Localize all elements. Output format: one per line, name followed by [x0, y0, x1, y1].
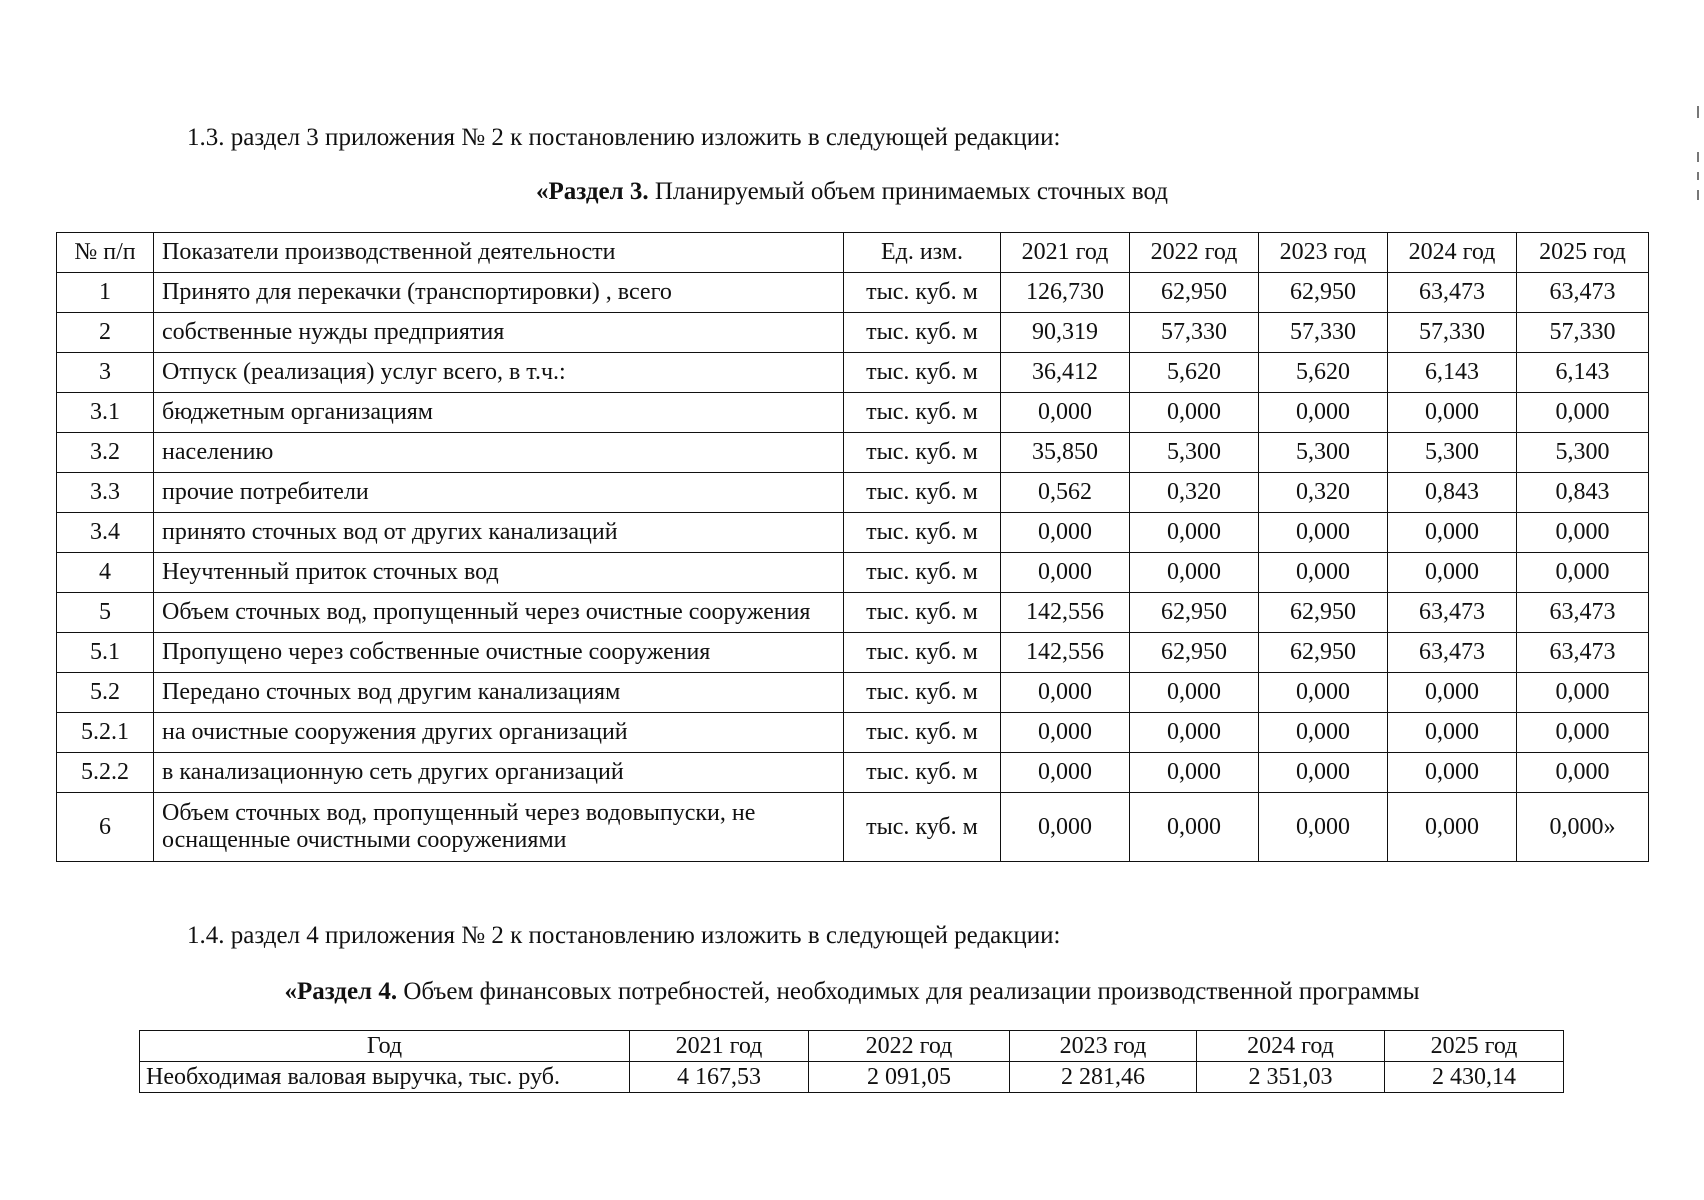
section-4-title-bold: «Раздел 4. [284, 978, 398, 1005]
row-number: 1 [57, 273, 154, 313]
row-value-2025: 0,843 [1517, 473, 1649, 513]
row-value-2024: 6,143 [1388, 353, 1517, 393]
row-value-2022: 0,320 [1130, 473, 1259, 513]
row-unit: тыс. куб. м [844, 713, 1001, 753]
row-value-2021: 142,556 [1001, 593, 1130, 633]
row-indicator: принято сточных вод от других канализаций [154, 513, 844, 553]
row-value-2024: 0,000 [1388, 513, 1517, 553]
row-unit: тыс. куб. м [844, 593, 1001, 633]
row-value-2025: 0,000 [1517, 553, 1649, 593]
table-row [57, 793, 1649, 862]
row-value-2021: 142,556 [1001, 633, 1130, 673]
section-4-value-2024: 2 351,03 [1197, 1062, 1385, 1093]
table-row [57, 393, 1649, 433]
row-value-2023: 57,330 [1259, 313, 1388, 353]
row-unit: тыс. куб. м [844, 473, 1001, 513]
row-value-2023: 62,950 [1259, 593, 1388, 633]
row-unit: тыс. куб. м [844, 673, 1001, 713]
row-indicator: Объем сточных вод, пропущенный через водовыпуски, не оснащенные очистными сооружениями [154, 793, 844, 862]
row-value-2022: 5,300 [1130, 433, 1259, 473]
section-4-header-year: Год [140, 1031, 630, 1062]
row-value-2025: 5,300 [1517, 433, 1649, 473]
row-indicator: Принято для перекачки (транспортировки) , всего [154, 273, 844, 313]
row-value-2023: 62,950 [1259, 273, 1388, 313]
row-value-2024: 0,000 [1388, 793, 1517, 862]
row-value-2023: 5,300 [1259, 433, 1388, 473]
scan-mark [1697, 190, 1699, 200]
table-row [57, 553, 1649, 593]
row-value-2021: 126,730 [1001, 273, 1130, 313]
row-number: 5.2 [57, 673, 154, 713]
row-indicator: Неучтенный приток сточных вод [154, 553, 844, 593]
row-value-2022: 57,330 [1130, 313, 1259, 353]
row-number: 3.4 [57, 513, 154, 553]
row-value-2024: 5,300 [1388, 433, 1517, 473]
row-value-2022: 0,000 [1130, 393, 1259, 433]
row-number: 2 [57, 313, 154, 353]
section-4-header-2022: 2022 год [809, 1031, 1010, 1062]
section-3-title [0, 178, 1704, 206]
header-2025: 2025 год [1517, 233, 1649, 273]
table-row [57, 673, 1649, 713]
section-3-title-bold: «Раздел 3. [535, 178, 649, 205]
scan-mark [1697, 172, 1699, 180]
row-value-2023: 0,000 [1259, 513, 1388, 553]
row-value-2025: 63,473 [1517, 593, 1649, 633]
section-3-table [56, 232, 1649, 862]
row-value-2023: 0,000 [1259, 713, 1388, 753]
row-value-2022: 0,000 [1130, 713, 1259, 753]
table-row [57, 713, 1649, 753]
section-3-title-rest: Планируемый объем принимаемых сточных вод [648, 178, 1169, 205]
row-value-2024: 0,000 [1388, 673, 1517, 713]
table-row [57, 633, 1649, 673]
row-unit: тыс. куб. м [844, 553, 1001, 593]
header-num: № п/п [57, 233, 154, 273]
row-value-2022: 0,000 [1130, 513, 1259, 553]
scan-mark [1697, 152, 1699, 162]
row-value-2023: 0,320 [1259, 473, 1388, 513]
row-value-2021: 0,000 [1001, 793, 1130, 862]
row-unit: тыс. куб. м [844, 633, 1001, 673]
row-value-2024: 63,473 [1388, 593, 1517, 633]
row-number: 5.2.2 [57, 753, 154, 793]
section-4-table [139, 1030, 1564, 1093]
row-number: 3 [57, 353, 154, 393]
scan-mark [1697, 106, 1699, 118]
section-3-header-row [57, 233, 1649, 273]
row-indicator: населению [154, 433, 844, 473]
row-value-2022: 0,000 [1130, 793, 1259, 862]
section-4-value-2023: 2 281,46 [1010, 1062, 1197, 1093]
row-value-2025: 0,000 [1517, 753, 1649, 793]
row-value-2024: 0,000 [1388, 393, 1517, 433]
row-value-2023: 0,000 [1259, 753, 1388, 793]
table-row [57, 593, 1649, 633]
row-unit: тыс. куб. м [844, 393, 1001, 433]
row-number: 4 [57, 553, 154, 593]
row-number: 5.2.1 [57, 713, 154, 753]
table-row [57, 513, 1649, 553]
row-indicator: Отпуск (реализация) услуг всего, в т.ч.: [154, 353, 844, 393]
row-unit: тыс. куб. м [844, 313, 1001, 353]
table-row [57, 353, 1649, 393]
row-number: 6 [57, 793, 154, 862]
row-value-2021: 0,000 [1001, 713, 1130, 753]
row-value-2024: 57,330 [1388, 313, 1517, 353]
row-value-2022: 62,950 [1130, 273, 1259, 313]
row-value-2025: 0,000 [1517, 393, 1649, 433]
row-value-2025: 0,000 [1517, 673, 1649, 713]
table-row [57, 313, 1649, 353]
row-indicator: в канализационную сеть других организаций [154, 753, 844, 793]
section-4-title-rest: Объем финансовых потребностей, необходимых для реализации производственной программы [397, 978, 1420, 1005]
row-value-2024: 63,473 [1388, 273, 1517, 313]
row-unit: тыс. куб. м [844, 513, 1001, 553]
row-value-2021: 36,412 [1001, 353, 1130, 393]
section-4-header-2025: 2025 год [1385, 1031, 1564, 1062]
row-indicator: собственные нужды предприятия [154, 313, 844, 353]
section-4-header-2021: 2021 год [630, 1031, 809, 1062]
paragraph-1-3: 1.3. раздел 3 приложения № 2 к постановлению изложить в следующей редакции: [187, 124, 1061, 151]
row-unit: тыс. куб. м [844, 793, 1001, 862]
section-4-value-2025: 2 430,14 [1385, 1062, 1564, 1093]
row-number: 3.3 [57, 473, 154, 513]
row-value-2025: 63,473 [1517, 273, 1649, 313]
row-value-2021: 0,000 [1001, 393, 1130, 433]
row-indicator: Пропущено через собственные очистные сооружения [154, 633, 844, 673]
section-4-header-2024: 2024 год [1197, 1031, 1385, 1062]
row-value-2022: 62,950 [1130, 593, 1259, 633]
header-2022: 2022 год [1130, 233, 1259, 273]
row-value-2021: 0,000 [1001, 513, 1130, 553]
row-value-2025: 6,143 [1517, 353, 1649, 393]
row-indicator: прочие потребители [154, 473, 844, 513]
row-value-2022: 62,950 [1130, 633, 1259, 673]
row-value-2022: 0,000 [1130, 553, 1259, 593]
row-indicator: бюджетным организациям [154, 393, 844, 433]
row-value-2021: 0,562 [1001, 473, 1130, 513]
row-value-2023: 5,620 [1259, 353, 1388, 393]
section-4-header-row [140, 1031, 1564, 1062]
row-value-2023: 62,950 [1259, 633, 1388, 673]
row-number: 3.1 [57, 393, 154, 433]
row-value-2021: 35,850 [1001, 433, 1130, 473]
section-4-title [0, 978, 1704, 1006]
row-unit: тыс. куб. м [844, 433, 1001, 473]
row-number: 5 [57, 593, 154, 633]
row-unit: тыс. куб. м [844, 753, 1001, 793]
row-indicator: Объем сточных вод, пропущенный через очистные сооружения [154, 593, 844, 633]
row-value-2024: 0,000 [1388, 713, 1517, 753]
header-2021: 2021 год [1001, 233, 1130, 273]
row-value-2024: 0,843 [1388, 473, 1517, 513]
row-value-2025: 57,330 [1517, 313, 1649, 353]
row-number: 5.1 [57, 633, 154, 673]
table-row [57, 273, 1649, 313]
section-4-row-label: Необходимая валовая выручка, тыс. руб. [140, 1062, 630, 1093]
row-indicator: Передано сточных вод другим канализациям [154, 673, 844, 713]
row-value-2025: 0,000» [1517, 793, 1649, 862]
row-value-2022: 5,620 [1130, 353, 1259, 393]
row-value-2025: 63,473 [1517, 633, 1649, 673]
table-row [57, 433, 1649, 473]
section-4-header-2023: 2023 год [1010, 1031, 1197, 1062]
table-row [57, 753, 1649, 793]
section-4-value-2021: 4 167,53 [630, 1062, 809, 1093]
row-unit: тыс. куб. м [844, 273, 1001, 313]
row-value-2021: 90,319 [1001, 313, 1130, 353]
row-value-2025: 0,000 [1517, 513, 1649, 553]
row-value-2023: 0,000 [1259, 673, 1388, 713]
header-unit: Ед. изм. [844, 233, 1001, 273]
paragraph-1-4: 1.4. раздел 4 приложения № 2 к постановлению изложить в следующей редакции: [187, 922, 1061, 949]
row-value-2022: 0,000 [1130, 673, 1259, 713]
row-value-2021: 0,000 [1001, 673, 1130, 713]
section-4-value-2022: 2 091,05 [809, 1062, 1010, 1093]
row-value-2025: 0,000 [1517, 713, 1649, 753]
row-value-2022: 0,000 [1130, 753, 1259, 793]
header-2023: 2023 год [1259, 233, 1388, 273]
header-indicator: Показатели производственной деятельности [154, 233, 844, 273]
row-value-2024: 0,000 [1388, 553, 1517, 593]
table-row [57, 473, 1649, 513]
row-value-2024: 0,000 [1388, 753, 1517, 793]
row-value-2021: 0,000 [1001, 553, 1130, 593]
row-value-2023: 0,000 [1259, 393, 1388, 433]
section-4-data-row [140, 1062, 1564, 1093]
header-2024: 2024 год [1388, 233, 1517, 273]
row-number: 3.2 [57, 433, 154, 473]
row-value-2023: 0,000 [1259, 553, 1388, 593]
row-value-2021: 0,000 [1001, 753, 1130, 793]
row-indicator: на очистные сооружения других организаций [154, 713, 844, 753]
row-value-2023: 0,000 [1259, 793, 1388, 862]
row-unit: тыс. куб. м [844, 353, 1001, 393]
row-value-2024: 63,473 [1388, 633, 1517, 673]
